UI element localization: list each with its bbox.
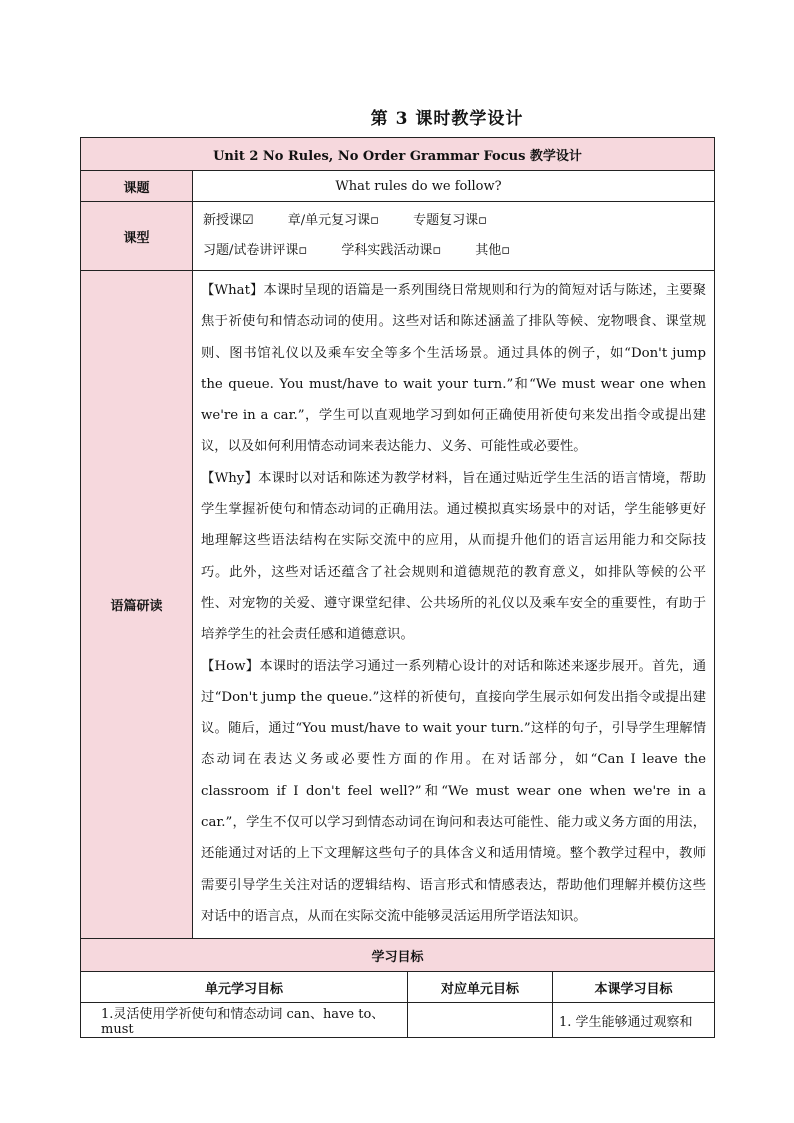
topic-label: 课题 (81, 171, 193, 202)
option-other[interactable]: 其他▫ (475, 243, 511, 258)
lesson-type-row (81, 202, 715, 271)
column-lesson-objectives: 本课学习目标 (553, 972, 715, 1003)
option-practice-activity[interactable]: 学科实践活动课▫ (341, 243, 442, 258)
objectives-label: 学习目标 (81, 939, 715, 972)
banner-cell: Unit 2 No Rules, No Order Grammar Focus 教学设计 (81, 138, 715, 171)
lesson-design-table (80, 137, 715, 1038)
analysis-how-paragraph: 【How】本课时的语法学习通过一系列精心设计的对话和陈述来逐步展开。首先，通过“Don't jump the queue.”这样的祈使句，直接向学生展示如何发出指令或提出建议。随后，通过“You must/have to wait your turn.”这样的句子，引导学生理解情态动词在表达义务或必要性方面的作用。在对话部分，如“Can I leave the classroom if I don't feel well?”和“We must wear one when we're in a car.”，学生不仅可以学习到情态动词在询问和表达可能性、能力或义务方面的用法，还能通过对话的上下文理解这些句子的具体含义和适用情境。整个教学过程中，教师需要引导学生关注对话的逻辑结构、语言形式和情感表达，帮助他们理解并模仿这些对话中的语言点，从而在实际交流中能够灵活运用所学语法知识。 (201, 658, 707, 924)
objectives-columns-row (81, 972, 715, 1003)
analysis-why-paragraph: 【Why】本课时以对话和陈述为教学材料，旨在通过贴近学生生活的语言情境，帮助学生掌握祈使句和情态动词的正确用法。通过模拟真实场景中的对话，学生能够更好地理解这些语法结构在实际交流中的应用，从而提升他们的语言运用能力和交际技巧。此外，这些对话还蕴含了社会规则和道德规范的教育意义，如排队等候的公平性、对宠物的关爱、遵守课堂纪律、公共场所的礼仪以及乘车安全的重要性，有助于培养学生的社会责任感和道德意识。 (201, 470, 707, 643)
topic-value: What rules do we follow? (193, 171, 715, 202)
lesson-type-line-1 (203, 206, 706, 236)
unit-objective-cell: 1.灵活使用学祈使句和情态动词 can、have to、must (81, 1003, 408, 1038)
column-corresponding-objective: 对应单元目标 (408, 972, 553, 1003)
objectives-row (81, 1003, 715, 1038)
lesson-type-options (193, 202, 715, 271)
column-unit-objectives: 单元学习目标 (81, 972, 408, 1003)
corresponding-objective-cell (408, 1003, 553, 1038)
document-title: 第 3 课时教学设计 (370, 109, 524, 129)
topic-row (81, 171, 715, 202)
option-topic-review[interactable]: 专题复习课▫ (413, 213, 487, 228)
banner-row (81, 138, 715, 171)
analysis-label: 语篇研读 (81, 271, 193, 939)
lesson-objective-cell: 1. 学生能够通过观察和 (553, 1003, 715, 1038)
objectives-header-row (81, 939, 715, 972)
lesson-type-label: 课型 (81, 202, 193, 271)
analysis-what-paragraph: 【What】本课时呈现的语篇是一系列围绕日常规则和行为的简短对话与陈述，主要聚焦于祈使句和情态动词的使用。这些对话和陈述涵盖了排队等候、宠物喂食、课堂规则、图书馆礼仪以及乘车安全等多个生活场景。通过具体的例子，如“Don't jump the queue. You must/have to wait your turn.”和“We must wear one when we're in a car.”，学生可以直观地学习到如何正确使用祈使句来发出指令或提出建议，以及如何利用情态动词来表达能力、义务、可能性或必要性。 (201, 283, 707, 455)
analysis-row (81, 271, 715, 939)
option-unit-review[interactable]: 章/单元复习课▫ (287, 213, 379, 228)
analysis-content (193, 271, 715, 939)
option-new-lesson[interactable]: 新授课☑ (203, 213, 254, 228)
lesson-type-line-2 (203, 236, 706, 266)
option-exercise-review[interactable]: 习题/试卷讲评课▫ (203, 243, 308, 258)
